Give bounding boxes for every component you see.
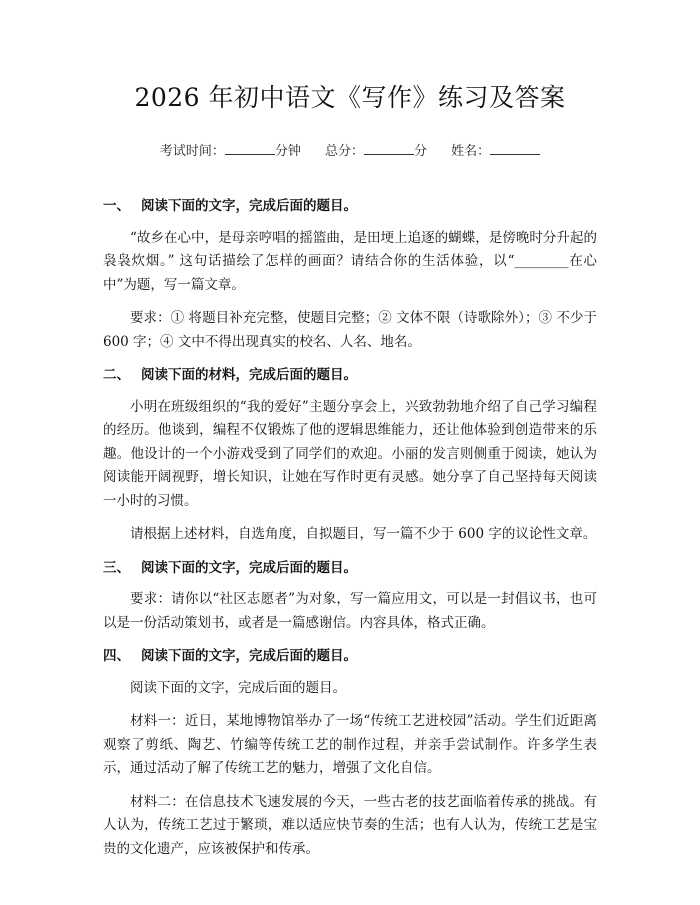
page-title: 2026 年初中语文《写作》练习及答案	[134, 83, 566, 112]
question-paragraph: 要求：① 将题目补充完整，使题目完整；② 文体不限（诗歌除外）；③ 不少于 600 字；④ 文中不得出现真实的校名、人名、地名。	[103, 310, 597, 350]
question-2	[103, 364, 597, 547]
question-paragraph: 小明在班级组织的“我的爱好”主题分享会上，兴致勃勃地介绍了自己学习编程的经历。他谈到，编程不仅锻炼了他的逻辑思维能力，还让他体验到创造带来的乐趣。他设计的一个小游戏受到了同学们的欢迎。小丽的发言则侧重于阅读，她认为阅读能开阔视野，增长知识，让她在写作时更有灵感。她分享了自己坚持每天阅读一小时的习惯。	[103, 398, 597, 509]
questions	[103, 195, 597, 861]
question-3	[103, 557, 597, 636]
name-field	[451, 140, 540, 159]
question-paragraph: 阅读下面的文字，完成后面的题目。	[130, 679, 346, 696]
question-number: 四、	[103, 648, 130, 664]
exam-time-blank	[225, 142, 275, 155]
question-instruction: 阅读下面的文字，完成后面的题目。	[141, 559, 357, 576]
total-score-field	[325, 140, 427, 159]
question-number: 三、	[103, 559, 130, 576]
question-number: 一、	[103, 198, 130, 214]
question-instruction: 阅读下面的文字，完成后面的题目。	[141, 198, 357, 214]
question-1	[103, 195, 597, 354]
question-paragraph: 请根据上述材料，自选角度，自拟题目，写一篇不少于 600 字的议论性文章。	[130, 526, 597, 542]
exam-info-line	[103, 140, 597, 159]
exam-time-field	[160, 140, 301, 159]
question-4	[103, 645, 597, 861]
question-instruction: 阅读下面的文字，完成后面的题目。	[141, 648, 357, 664]
name-label: 姓名：	[451, 144, 491, 159]
exam-time-label: 考试时间：	[159, 144, 225, 159]
question-paragraph: “故乡在心中，是母亲哼唱的摇篮曲，是田埂上追逐的蝴蝶，是傍晚时分升起的袅袅炊烟。” 这句话描绘了怎样的画面？请结合你的生活体验，以“________在心中”为题，写一篇文章。	[103, 229, 597, 293]
question-heading	[103, 195, 597, 219]
total-score-blank	[364, 142, 414, 155]
exam-time-unit: 分钟	[274, 144, 301, 159]
name-blank	[490, 142, 540, 155]
question-number: 二、	[103, 367, 130, 383]
material-one: 材料一：近日，某地博物馆举办了一场“传统工艺进校园”活动。学生们近距离观察了剪纸、陶艺、竹编等传统工艺的制作过程，并亲手尝试制作。许多学生表示，通过活动了解了传统工艺的魅力，增强了文化自信。	[103, 713, 597, 776]
question-heading	[103, 645, 597, 669]
question-instruction: 阅读下面的材料，完成后面的题目。	[141, 367, 357, 383]
total-score-label: 总分：	[324, 144, 364, 159]
material-two: 材料二：在信息技术飞速发展的今天，一些古老的技艺面临着传承的挑战。有人认为，传统工艺过于繁琐，难以适应快节奏的生活；也有人认为，传统工艺是宝贵的文化遗产，应该被保护和传承。	[103, 793, 597, 857]
question-paragraph: 要求：请你以“社区志愿者”为对象，写一篇应用文，可以是一封倡议书，也可以是一份活动策划书，或者是一篇感谢信。内容具体，格式正确。	[103, 591, 597, 631]
question-heading	[103, 557, 597, 581]
question-heading	[103, 364, 597, 388]
total-score-unit: 分	[414, 144, 428, 159]
